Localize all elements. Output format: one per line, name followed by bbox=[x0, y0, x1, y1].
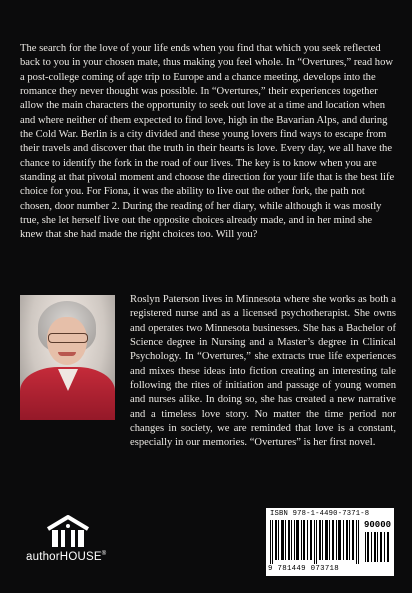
publisher-name bbox=[26, 551, 116, 563]
author-bio: Roslyn Paterson lives in Minnesota where she works as both a registered nurse and as a licensed psychotherapist. She owns and operates two Minnesota businesses. She has a Bachelor of Science degree in Nursing and a Master’s degree in Clinical Psychology. In “Overtures,” she extracts true life experiences and mixes these ideas into fiction creating an interesting tale following the rites of initiation and passage of young women and nurses alike. In doing so, she has created a new narrative and a timeless love story. No matter the time period nor changes in society, we are reminded that love is a constant, especially in our memories. “Overtures” is her first novel. bbox=[130, 294, 396, 449]
price-barcode-bars bbox=[365, 532, 391, 562]
publisher-logo bbox=[26, 513, 112, 573]
barcode-bars bbox=[270, 520, 362, 564]
price-code: 90000 bbox=[364, 520, 392, 530]
publisher-name-text: authorHOUSE bbox=[26, 551, 102, 563]
book-blurb: The search for the love of your life ends when you find that which you seek reflected back to you in your chosen mate, thus making you feel whole. In “Overtures,” read how a post-college coming of age trip to Europe and a chance meeting, develops into the romance they never thought was possible. In “Overtures,” their experiences together allow the main characters the opportunity to seek out love at a time and location when and where neither of them expected to find love, high in the Bavarian Alps, and during the Cold War. Berlin is a city divided and these young lovers find ways to escape from their travels and discover that the truth in their hearts is love. Every day, we all have the chance to identify the fork in the road of our lives. The key is to know when you are standing at that pivotal moment and choose the direction for your life that is the best life choice for you. For Fiona, it was the ability to live out the other fork, the path not chosen, door number 2. During the reading of her diary, while although it was mostly true, she let herself live out the opposite choices already made, and in her mind she knew that she had made the right choices too. Will you? bbox=[20, 43, 395, 241]
authorhouse-logo-icon bbox=[44, 515, 92, 549]
barcode-digits: 9 781449 073718 bbox=[268, 565, 340, 573]
author-photo bbox=[20, 295, 115, 420]
publisher-trademark: ® bbox=[101, 551, 107, 558]
author-photo-mouth bbox=[58, 352, 76, 356]
author-photo-glasses bbox=[48, 333, 88, 343]
isbn-barcode bbox=[266, 508, 394, 576]
isbn-label: ISBN 978-1-4490-7371-8 bbox=[270, 510, 370, 518]
